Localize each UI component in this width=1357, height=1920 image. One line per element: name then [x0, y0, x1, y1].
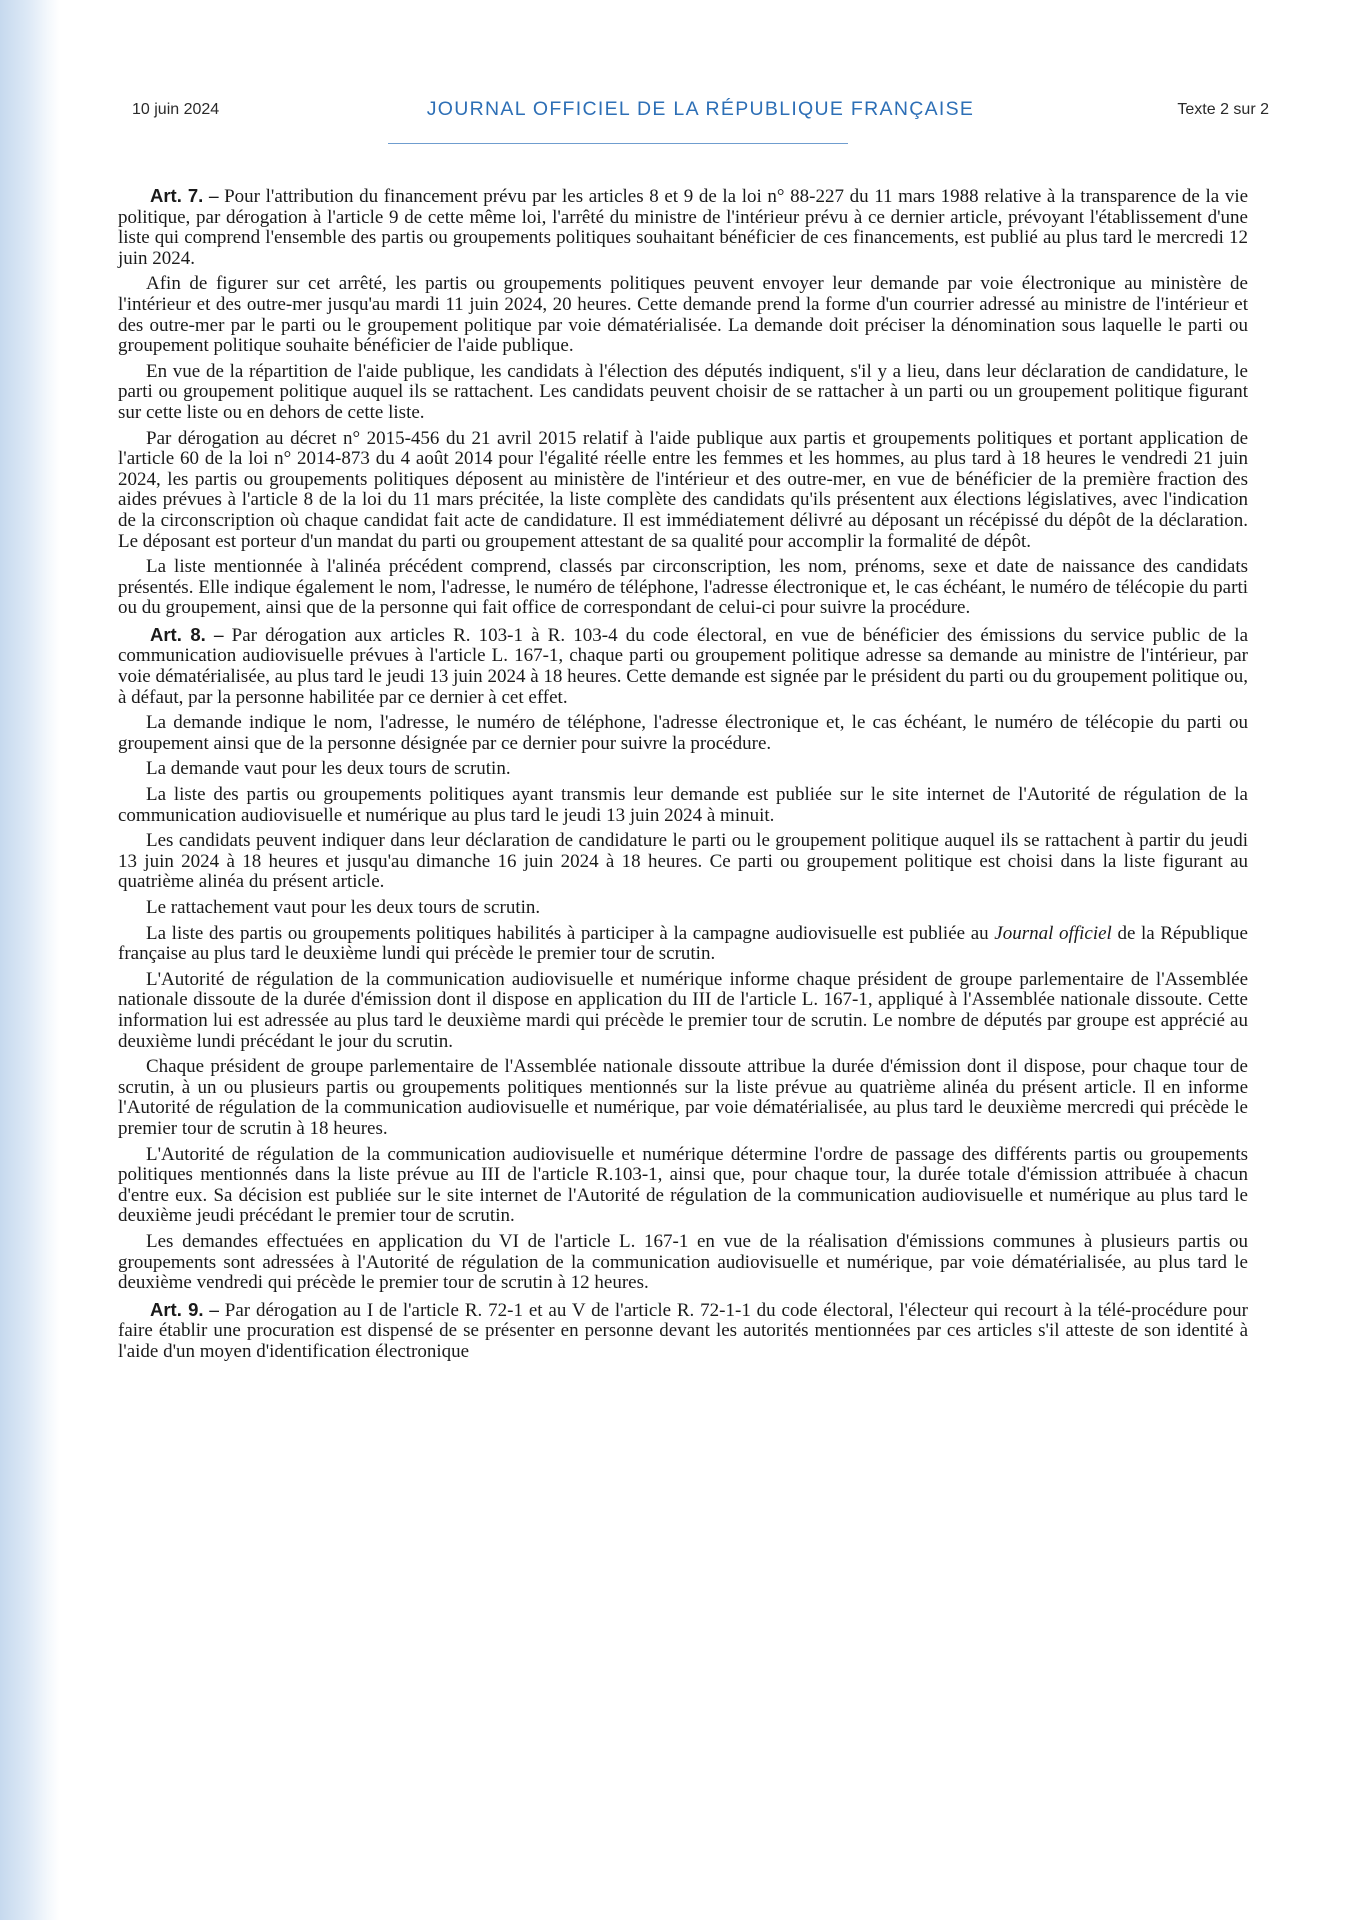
- article-7-label: Art. 7.: [150, 185, 204, 206]
- article-7-paragraph: La liste mentionnée à l'alinéa précédent comprend, classés par circonscription, les nom, prénoms, sexe et date de naissance des candidats présentés. Elle indique également le nom, l'adresse, le numéro de téléphone, l'adresse électronique et, le cas échéant, le numéro de télécopie du parti ou du groupement, ainsi que de la personne qui fait office de correspondant de celui-ci pour suivre la procédure.: [118, 556, 1248, 619]
- document-body: [118, 180, 1248, 1367]
- article-8-label: Art. 8.: [150, 623, 206, 645]
- page-header: [132, 98, 1269, 128]
- article-8-paragraph: Les candidats peuvent indiquer dans leur déclaration de candidature le parti ou le groupement politique auquel ils se rattachent à partir du jeudi 13 juin 2024 à 18 heures et jusqu'au dimanche 16 juin 2024 à 18 heures. Ce parti ou groupement politique est choisi dans la liste figurant au quatrième alinéa du présent article.: [118, 830, 1248, 893]
- article-9-text: Par dérogation au I de l'article R. 72-1 et au V de l'article R. 72-1-1 du code électoral, l'électeur qui recourt à la télé-procédure pour faire établir une procuration est dispensé de se présenter en personne devant les autorités mentionnées par ces articles s'il atteste de son identité à l'aide d'un moyen d'identification électronique: [118, 1299, 1248, 1362]
- article-8-paragraph: L'Autorité de régulation de la communication audiovisuelle et numérique détermine l'ordre de passage des différents partis ou groupements politiques mentionnés dans la liste prévue au III de l'article R.103-1, ainsi que, pour chaque tour, la durée totale d'émission attribuée à chacun d'entre eux. Sa décision est publiée sur le site internet de l'Autorité de régulation de la communication audiovisuelle et numérique au plus tard le deuxième jeudi précédant le premier tour de scrutin.: [118, 1143, 1248, 1227]
- article-8-paragraph: Chaque président de groupe parlementaire de l'Assemblée nationale dissoute attribue la durée d'émission dont il dispose, pour chaque tour de scrutin, à un ou plusieurs partis ou groupements politiques mentionnés sur la liste prévue au quatrième alinéa du présent article. Il en informe l'Autorité de régulation de la communication audiovisuelle et numérique, par voie dématérialisée, au plus tard le deuxième mercredi qui précède le premier tour de scrutin à 18 heures.: [118, 1056, 1248, 1139]
- article-8-paragraph: La demande vaut pour les deux tours de scrutin.: [146, 758, 511, 780]
- article-8-paragraph: La liste des partis ou groupements politiques ayant transmis leur demande est publiée sur le site internet de l'Autorité de régulation de la communication audiovisuelle et numérique au plus tard le jeudi 13 juin 2024 à minuit.: [118, 784, 1248, 826]
- article-7-paragraph: Afin de figurer sur cet arrêté, les partis ou groupements politiques peuvent envoyer leur demande par voie électronique au ministère de l'intérieur et des outre-mer jusqu'au mardi 11 juin 2024, 20 heures. Cette demande prend la forme d'un courrier adressé au ministre de l'intérieur et des outre-mer par le parti ou le groupement politique par voie dématérialisée. La demande doit préciser la dénomination sous laquelle le parti ou groupement politique souhaite bénéficier de l'aide publique.: [118, 273, 1248, 357]
- page-edge-shadow: [0, 0, 60, 1920]
- article-8-paragraph: Les demandes effectuées en application du VI de l'article L. 167-1 en vue de la réalisation d'émissions communes à plusieurs partis ou groupements sont adressées à l'Autorité de régulation de la communication audiovisuelle et numérique, par voie dématérialisée, au plus tard le deuxième vendredi qui précède le premier tour de scrutin à 12 heures.: [118, 1230, 1248, 1294]
- page-indicator: Texte 2 sur 2: [1177, 101, 1269, 118]
- article-8-paragraph: L'Autorité de régulation de la communication audiovisuelle et numérique informe chaque président de groupe parlementaire de l'Assemblée nationale dissoute de la durée d'émission dont il dispose en application du III de l'article L. 167-1, appliqué à l'Assemblée nationale dissoute. Cette information lui est adressée au plus tard le deuxième mardi qui précède le premier tour de scrutin. Le nombre de députés par groupe est apprécié au deuxième lundi précédant le jour du scrutin.: [118, 968, 1248, 1052]
- article-7-paragraph: En vue de la répartition de l'aide publique, les candidats à l'élection des députés indiquent, s'il y a lieu, dans leur déclaration de candidature, le parti ou groupement politique auquel ils se rattachent. Les candidats peuvent choisir de se rattacher à un parti ou un groupement politique figurant sur cette liste ou en dehors de cette liste.: [118, 360, 1248, 423]
- article-8-paragraph: La liste des partis ou groupements politiques habilités à participer à la campagne audiovisuelle est publiée au Journal officiel de la République française au plus tard le deuxième lundi qui précède le premier tour de scrutin.: [118, 922, 1248, 965]
- article-8-paragraph: La demande indique le nom, l'adresse, le numéro de téléphone, l'adresse électronique et, le cas échéant, le numéro de télécopie du parti ou groupement ainsi que de la personne désignée par ce dernier pour suivre la procédure.: [118, 712, 1248, 754]
- journal-officiel-reference: Journal officiel: [994, 922, 1112, 944]
- article-8-text: Par dérogation aux articles R. 103-1 à R. 103-4 du code électoral, en vue de bénéficier des émissions du service public de la communication audiovisuelle prévues à l'article L. 167-1, chaque parti ou groupement politique adresse sa demande au ministre de l'intérieur, par voie dématérialisée, au plus tard le jeudi 13 juin 2024 à 18 heures. Cette demande est signée par le président du parti ou du groupement politique ou, à défaut, par la personne habilitée par ce dernier à cet effet.: [118, 624, 1249, 708]
- header-divider: [388, 143, 848, 144]
- journal-title: JOURNAL OFFICIEL DE LA RÉPUBLIQUE FRANÇAISE: [426, 98, 975, 120]
- article-7-text: Pour l'attribution du financement prévu par les articles 8 et 9 de la loi n° 88-227 du 11 mars 1988 relative à la transparence de la vie politique, par dérogation à l'article 9 de cette même loi, l'arrêté du ministre de l'intérieur prévu à ce dernier article, prévoyant l'établissement d'une liste qui comprend l'ensemble des partis ou groupements politiques souhaitant bénéficier de ces financements, est publié au plus tard le mercredi 12 juin 2024.: [118, 186, 1249, 269]
- article-8-paragraph: Le rattachement vaut pour les deux tours de scrutin.: [146, 897, 541, 918]
- article-8: Art. 8. – Par dérogation aux articles R. 103-1 à R. 103-4 du code électoral, en vue de bénéficier des émissions du service public de la communication audiovisuelle prévues à l'article L. 167-1, chaque parti ou groupement politique adresse sa demande au ministre de l'intérieur, par voie dématérialisée, au plus tard le jeudi 13 juin 2024 à 18 heures. Cette demande est signée par le président du parti ou du groupement politique ou, à défaut, par la personne habilitée par ce dernier à cet effet.: [118, 623, 1249, 708]
- publication-date: 10 juin 2024: [132, 101, 220, 118]
- article-7-paragraph: Par dérogation au décret n° 2015-456 du 21 avril 2015 relatif à l'aide publique aux partis et groupements politiques et portant application de l'article 60 de la loi n° 2014-873 du 4 août 2014 pour l'égalité réelle entre les femmes et les hommes, au plus tard à 18 heures le vendredi 21 juin 2024, les partis ou groupements politiques déposent au ministère de l'intérieur et des outre-mer, en vue de bénéficier de la première fraction des aides prévues à l'article 8 de la loi du 11 mars précitée, la liste complète des candidats qu'ils présentent aux élections législatives, avec l'indication de la circonscription où chaque candidat fait acte de candidature. Il est immédiatement délivré au déposant un récépissé du dépôt de la déclaration. Le déposant est porteur d'un mandat du parti ou groupement attestant de sa qualité pour accomplir la formalité de dépôt.: [118, 427, 1248, 552]
- article-9: Art. 9. – Par dérogation au I de l'article R. 72-1 et au V de l'article R. 72-1-1 du code électoral, l'électeur qui recourt à la télé-procédure pour faire établir une procuration est dispensé de se présenter en personne devant les autorités mentionnées par ces articles s'il atteste de son identité à l'aide d'un moyen d'identification électronique: [118, 1298, 1248, 1362]
- article-9-label: Art. 9.: [150, 1298, 204, 1320]
- article-7: Art. 7. – Pour l'attribution du financement prévu par les articles 8 et 9 de la loi n° 88-227 du 11 mars 1988 relative à la transparence de la vie politique, par dérogation à l'article 9 de cette même loi, l'arrêté du ministre de l'intérieur prévu à ce dernier article, prévoyant l'établissement d'une liste qui comprend l'ensemble des partis ou groupements politiques souhaitant bénéficier de ces financements, est publié au plus tard le mercredi 12 juin 2024.: [118, 185, 1249, 269]
